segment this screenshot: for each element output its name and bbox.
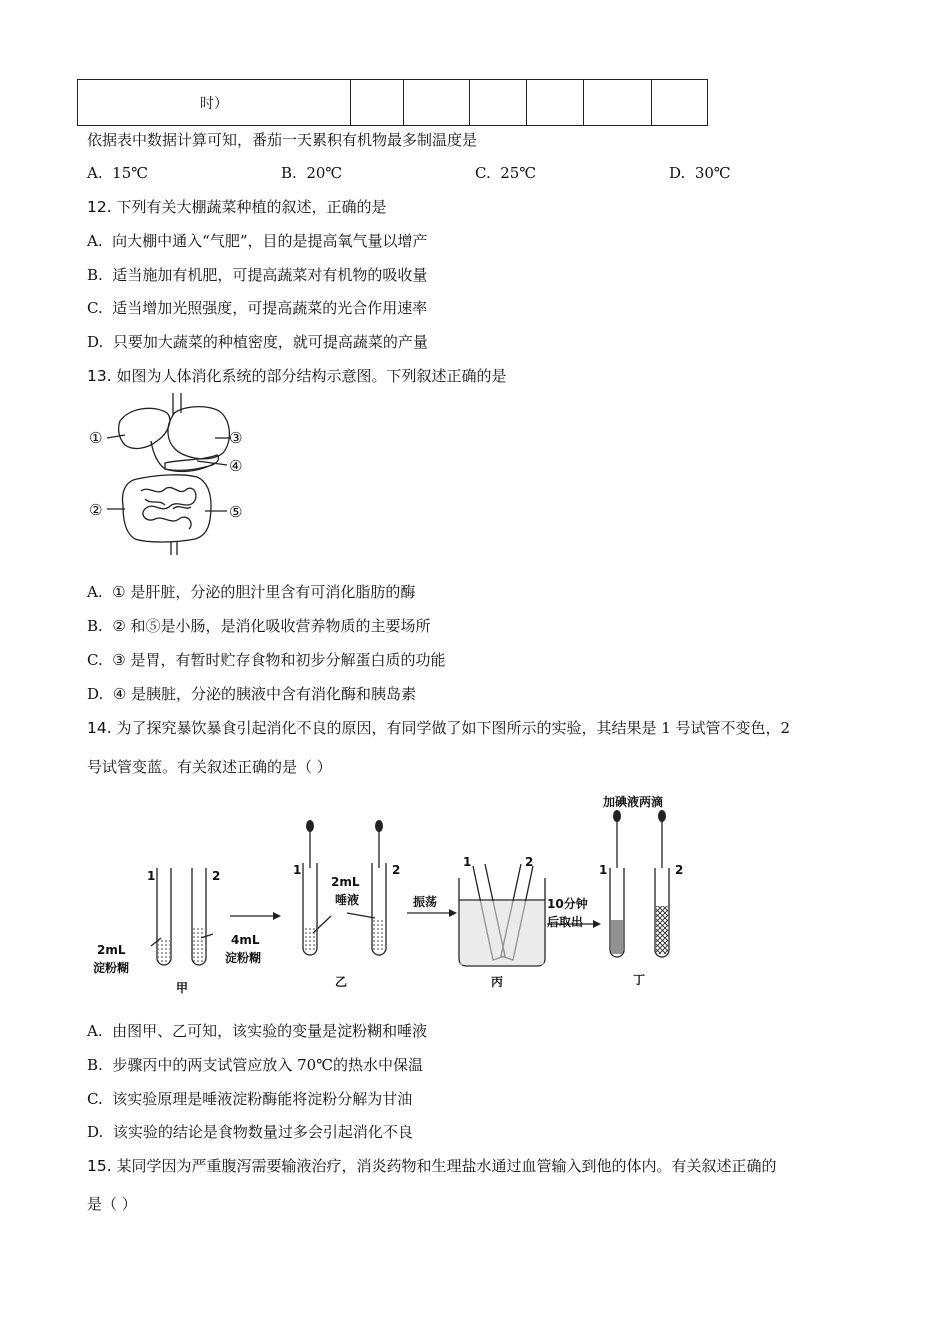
q14-option-c: C. 该实验原理是唾液淀粉酶能将淀粉分解为甘油 [87, 1090, 413, 1108]
table-cell [527, 80, 584, 126]
label-starch-paste-1: 淀粉糊 [93, 961, 130, 975]
digestive-system-diagram [85, 393, 265, 563]
label-2ml-saliva-volume: 2mL [331, 875, 360, 889]
q12-stem: 12. 下列有关大棚蔬菜种植的叙述，正确的是 [87, 198, 387, 216]
label-shake: 振荡 [413, 895, 438, 909]
rectum-shape [171, 541, 177, 555]
label-tube-ding-1: 1 [599, 863, 608, 877]
q12-option-c: C. 适当增加光照强度，可提高蔬菜的光合作用速率 [87, 299, 428, 317]
experiment-diagram [85, 788, 705, 998]
q14-number: 14. [87, 719, 112, 737]
table-cell [351, 80, 404, 126]
label-starch-paste-2: 淀粉糊 [225, 951, 262, 965]
table-cell [470, 80, 527, 126]
label-4ml: 4mL [231, 933, 260, 947]
label-2: ② [89, 501, 103, 519]
table-cell [584, 80, 652, 126]
table-cell [404, 80, 470, 126]
q13-number: 13. [87, 367, 112, 385]
label-4: ④ [229, 457, 243, 475]
table-cell [652, 80, 708, 126]
q13-stem: 13. 如图为人体消化系统的部分结构示意图。下列叙述正确的是 [87, 367, 507, 385]
label-step-jia: 甲 [176, 981, 189, 995]
label-tube-bing-1: 1 [463, 855, 472, 869]
data-table-fragment [77, 79, 708, 126]
label-tube-ding-2: 2 [675, 863, 684, 877]
label-iodine: 加碘液两滴 [603, 795, 664, 809]
label-step-ding: 丁 [633, 973, 646, 987]
label-tube-1: 1 [147, 869, 156, 883]
label-10-minutes: 10分钟 [547, 897, 588, 911]
q11-option-d: D. 30℃ [669, 164, 731, 182]
label-tube-yi-1: 1 [293, 863, 302, 877]
q14-option-d: D. 该实验的结论是食物数量过多会引起消化不良 [87, 1123, 413, 1141]
label-saliva: 唾液 [335, 893, 360, 907]
label-tube-2: 2 [212, 869, 221, 883]
label-tube-bing-2: 2 [525, 855, 534, 869]
q13-option-b: B. ② 和⑤是小肠，是消化吸收营养物质的主要场所 [87, 617, 431, 635]
q12-option-d: D. 只要加大蔬菜的种植密度，就可提高蔬菜的产量 [87, 333, 428, 351]
label-step-bing: 丙 [491, 975, 504, 989]
q14-option-b: B. 步骤丙中的两支试管应放入 70℃的热水中保温 [87, 1056, 423, 1074]
q13-option-c: C. ③ 是胃，有暂时贮存食物和初步分解蛋白质的功能 [87, 651, 446, 669]
q11-stem: 依据表中数据计算可知，番茄一天累积有机物最多制温度是 [87, 131, 478, 149]
q12-option-b: B. 适当施加有机肥，可提高蔬菜对有机物的吸收量 [87, 266, 428, 284]
table-cell-header: 时） [78, 80, 351, 126]
label-1: ① [89, 429, 103, 447]
label-take-out: 后取出 [547, 915, 584, 929]
q14-stem-line2: 号试管变蓝。有关叙述正确的是（ ） [87, 758, 332, 776]
label-step-yi: 乙 [335, 975, 348, 989]
label-5: ⑤ [229, 503, 243, 521]
label-tube-yi-2: 2 [392, 863, 401, 877]
q13-option-a: A. ① 是肝脏，分泌的胆汁里含有可消化脂肪的酶 [87, 583, 416, 601]
stomach-shape [168, 407, 229, 459]
liver-shape [119, 408, 170, 448]
q11-option-c: C. 25℃ [475, 164, 537, 182]
label-2ml: 2mL [97, 943, 126, 957]
q12-number: 12. [87, 198, 112, 216]
q11-option-a: A. 15℃ [87, 164, 149, 182]
q14-stem-line1: 14. 为了探究暴饮暴食引起消化不良的原因，有同学做了如下图所示的实验，其结果是 1 号试管不变色，2 [87, 719, 791, 737]
q14-option-a: A. 由图甲、乙可知，该实验的变量是淀粉糊和唾液 [87, 1022, 428, 1040]
q12-option-a: A. 向大棚中通入“气肥”，目的是提高氧气量以增产 [87, 232, 428, 250]
q15-stem-line1: 15. 某同学因为严重腹泻需要输液治疗，消炎药物和生理盐水通过血管输入到他的体内。有关叙述正确的 [87, 1157, 777, 1175]
q15-stem-line2: 是（ ） [87, 1195, 137, 1213]
q15-number: 15. [87, 1157, 112, 1175]
q13-option-d: D. ④ 是胰脏，分泌的胰液中含有消化酶和胰岛素 [87, 685, 417, 703]
label-3: ③ [229, 429, 243, 447]
q11-option-b: B. 20℃ [281, 164, 343, 182]
